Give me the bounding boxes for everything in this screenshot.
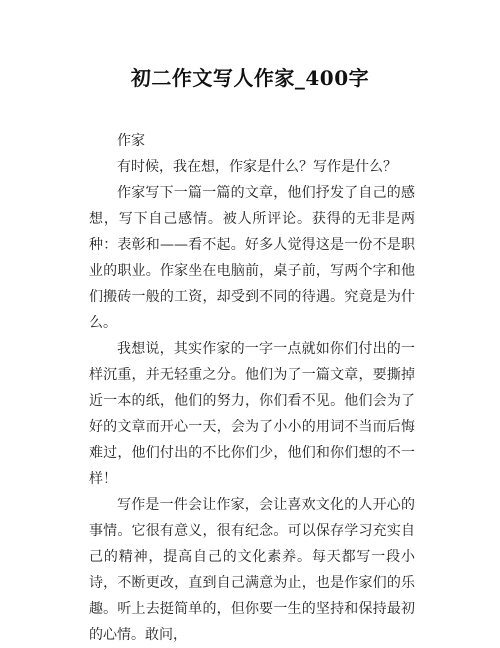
paragraph: 有时候，我在想，作家是什么？写作是什么？ — [117, 159, 397, 175]
document-title: 初二作文写人作家_400字 — [130, 66, 370, 90]
paragraph: 写作是一件会让作家，会让喜欢文化的人开心的事情。它很有意义，很有纪念。可以保存学习充实自己的精神，提高自己的文化素养。每天都写一段小诗，不断更改，直到自己满意为止，也是作家们的乐趣。听上去挺简单的，但你要一生的坚持和保持最初的心情。敢问， — [89, 497, 415, 643]
document-body — [89, 128, 415, 648]
paragraph: 作家写下一篇一篇的文章，他们抒发了自己的感想，写下自己感情。被人所评论。获得的无非是两种：表彰和——看不起。好多人觉得这是一份不是职业的职业。作家坐在电脑前，桌子前，写两个字和他们搬砖一般的工资，却受到不同的待遇。究竟是为什么。 — [89, 185, 415, 331]
paragraph: 我想说，其实作家的一字一点就如你们付出的一样沉重，并无轻重之分。他们为了一篇文章，要撕掉近一本的纸，他们的努力，你们看不见。他们会为了好的文章而开心一天，会为了小小的用词不当而后悔难过，他们付出的不比你们少，他们和你们想的不一样！ — [89, 341, 415, 487]
paragraph-heading: 作家 — [117, 133, 145, 149]
